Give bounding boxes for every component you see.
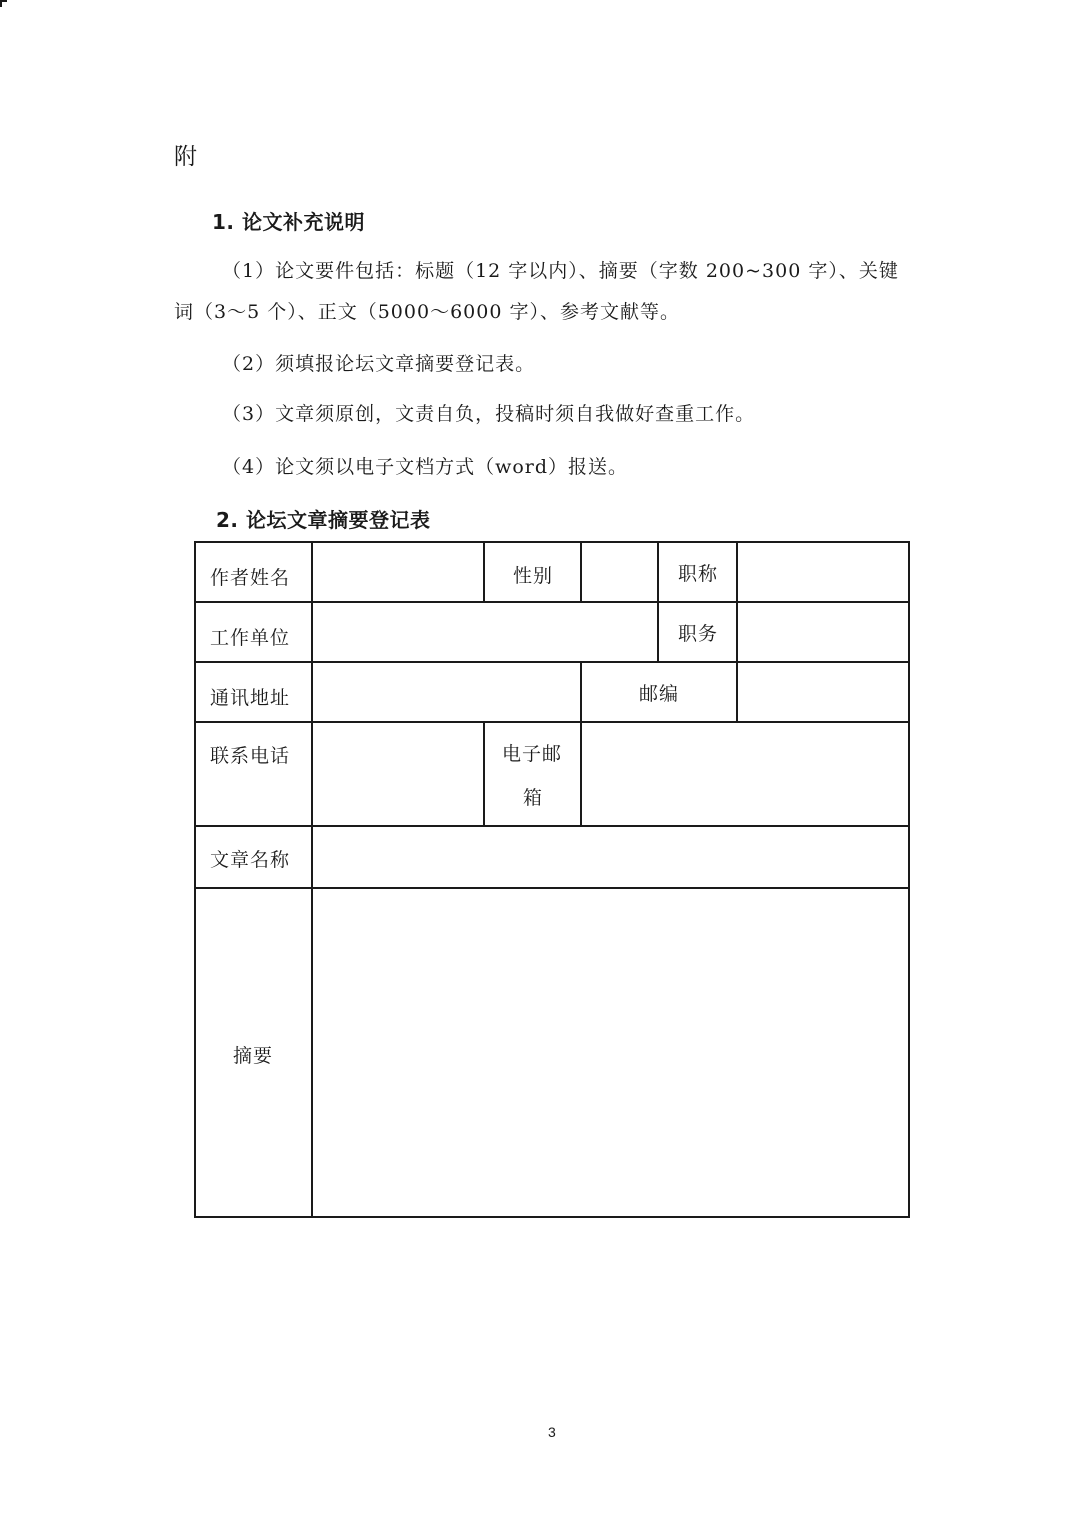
- section1-heading: 1. 论文补充说明: [212, 210, 365, 234]
- gender-field[interactable]: [582, 543, 657, 601]
- column-divider: [657, 543, 659, 663]
- work-unit-field[interactable]: [313, 603, 657, 661]
- requirement-item-4: （4）论文须以电子文档方式（word）报送。: [222, 456, 629, 478]
- column-divider: [483, 721, 485, 827]
- postcode-label: 邮编: [639, 683, 680, 705]
- requirement-item-3: （3）文章须原创，文责自负，投稿时须自我做好查重工作。: [222, 403, 756, 425]
- article-name-field[interactable]: [313, 827, 908, 887]
- requirement-item-2: （2）须填报论坛文章摘要登记表。: [222, 353, 536, 375]
- requirement-item-1-continued: 词（3～5 个）、正文（5000～6000 字）、参考文献等。: [174, 301, 680, 323]
- requirement-item-1: （1）论文要件包括：标题（12 字以内）、摘要（字数 200~300 字）、关键: [222, 260, 899, 282]
- scan-corner-mark: [0, 0, 7, 7]
- email-field[interactable]: [582, 723, 908, 825]
- position-field[interactable]: [738, 603, 908, 661]
- page-number: 3: [548, 1424, 556, 1440]
- author-name-field[interactable]: [313, 543, 483, 601]
- abstract-label: 摘要: [233, 1045, 274, 1067]
- phone-label: 联系电话: [210, 745, 291, 767]
- gender-label: 性别: [513, 565, 554, 587]
- section2-heading: 2. 论坛文章摘要登记表: [216, 508, 431, 532]
- address-field[interactable]: [313, 663, 580, 721]
- article-name-label: 文章名称: [210, 849, 291, 871]
- author-name-label: 作者姓名: [210, 567, 291, 589]
- phone-field[interactable]: [313, 723, 483, 825]
- registration-form-table: [194, 541, 910, 1218]
- professional-title-field[interactable]: [738, 543, 908, 601]
- address-label: 通讯地址: [210, 687, 291, 709]
- position-label: 职务: [678, 623, 719, 645]
- column-divider: [483, 543, 485, 603]
- appendix-label: 附: [174, 144, 197, 170]
- postcode-field[interactable]: [738, 663, 908, 721]
- email-label-line1: 电子邮: [502, 743, 563, 765]
- abstract-field[interactable]: [313, 889, 908, 1216]
- work-unit-label: 工作单位: [210, 627, 291, 649]
- professional-title-label: 职称: [678, 563, 719, 585]
- email-label-line2: 箱: [523, 787, 544, 809]
